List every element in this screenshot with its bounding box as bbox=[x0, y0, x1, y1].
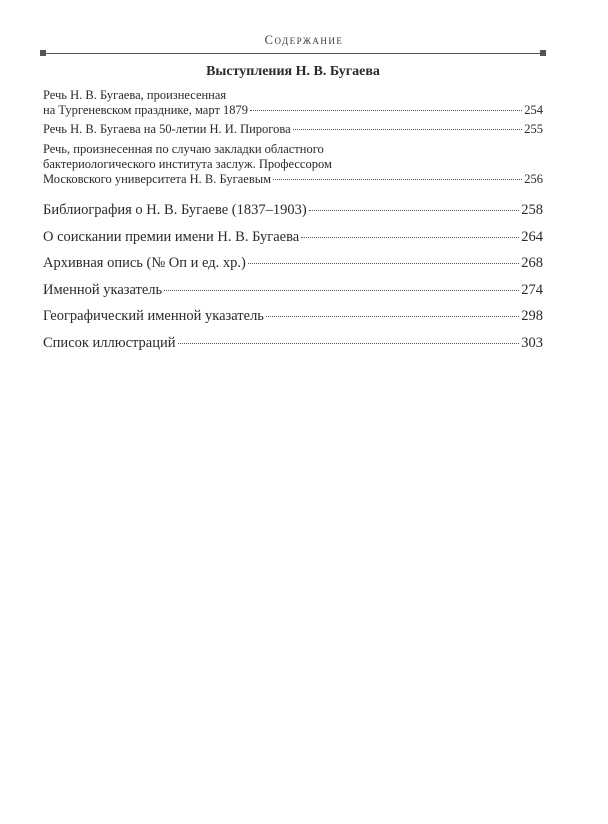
toc-entry-text: на Тургеневском празднике, март 1879 bbox=[43, 103, 249, 117]
toc-page-number: 303 bbox=[521, 335, 543, 351]
dot-leader bbox=[250, 110, 522, 111]
dot-leader bbox=[164, 290, 519, 291]
toc-page-number: 298 bbox=[521, 308, 543, 324]
toc-entry-archive[interactable] bbox=[43, 254, 543, 272]
dot-leader bbox=[309, 210, 520, 211]
dot-leader bbox=[293, 129, 523, 130]
toc-entry-text: Географический именной указатель bbox=[43, 308, 264, 324]
header-rule-cap-left bbox=[40, 50, 46, 56]
toc-page-number: 268 bbox=[521, 255, 543, 271]
toc-entry-text: Речь Н. В. Бугаева на 50-летии Н. И. Пирогова bbox=[43, 122, 291, 136]
toc-page-number: 254 bbox=[524, 103, 543, 117]
toc-page-number: 255 bbox=[524, 122, 543, 136]
toc-entry-geo-index[interactable] bbox=[43, 307, 543, 325]
dot-leader bbox=[266, 316, 519, 317]
toc-entry-speech-institute[interactable] bbox=[43, 142, 543, 187]
dot-leader bbox=[273, 179, 522, 180]
toc-entry-text: О соискании премии имени Н. В. Бугаева bbox=[43, 229, 300, 245]
toc-entry-text: Московского университета Н. В. Бугаевым bbox=[43, 172, 272, 186]
toc-page-number: 258 bbox=[521, 202, 543, 218]
toc-page-number: 256 bbox=[524, 172, 543, 186]
running-head: Содержание bbox=[264, 33, 344, 47]
toc-entry-name-index[interactable] bbox=[43, 281, 543, 299]
dot-leader bbox=[248, 263, 519, 264]
toc-entry-line: Речь, произнесенная по случаю закладки областного bbox=[43, 142, 324, 156]
toc-entry-line: Речь Н. В. Бугаева, произнесенная bbox=[43, 88, 227, 102]
dot-leader bbox=[301, 237, 519, 238]
toc-entry-speech-pirogov[interactable] bbox=[43, 122, 543, 137]
toc-entry-illustrations[interactable] bbox=[43, 334, 543, 352]
toc-entry-text: Именной указатель bbox=[43, 282, 163, 298]
toc-entry-text: Архивная опись (№ Оп и ед. хр.) bbox=[43, 255, 246, 271]
dot-leader bbox=[178, 343, 520, 344]
toc-entry-speech-turgenev[interactable] bbox=[43, 88, 543, 118]
toc-entry-bibliography[interactable] bbox=[43, 201, 543, 219]
toc-page-number: 264 bbox=[521, 229, 543, 245]
section-title: Выступления Н. В. Бугаева bbox=[206, 64, 380, 79]
toc-entry-text: Библиография о Н. В. Бугаеве (1837–1903) bbox=[43, 202, 307, 218]
toc-page-number: 274 bbox=[521, 282, 543, 298]
toc-entry-text: Список иллюстраций bbox=[43, 335, 176, 351]
header-rule-cap-right bbox=[540, 50, 546, 56]
toc-entry-prize[interactable] bbox=[43, 228, 543, 246]
toc-entry-line: бактериологического института заслуж. Профессором bbox=[43, 157, 332, 171]
header-rule bbox=[43, 53, 543, 54]
